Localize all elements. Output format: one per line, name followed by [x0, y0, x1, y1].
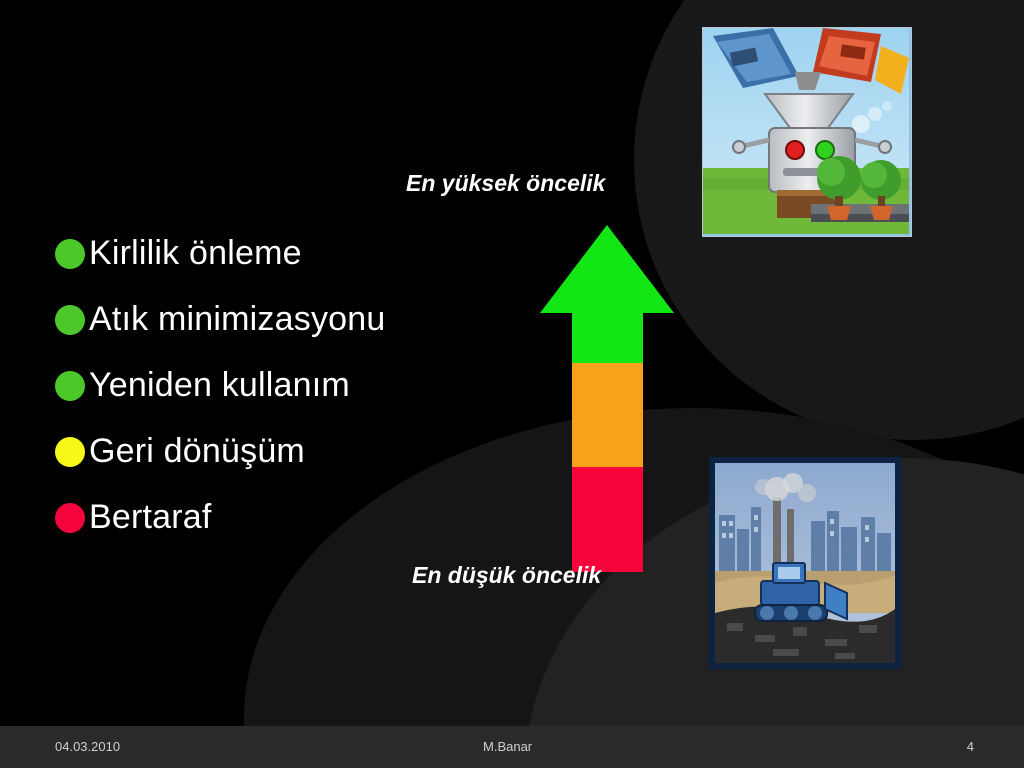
bullet-dot-icon: [55, 503, 85, 533]
bullet-dot-icon: [55, 437, 85, 467]
list-item: [55, 426, 525, 478]
bullet-dot-icon: [55, 305, 85, 335]
list-item: [55, 492, 525, 544]
arrow-segment-red: [572, 467, 643, 572]
arrow-segment-green: [572, 313, 643, 363]
footer-date: 04.03.2010: [55, 739, 121, 754]
landfill-bulldozer-image: [709, 457, 901, 669]
footer-page-number: 4: [966, 739, 974, 754]
arrow-head-icon: [540, 225, 674, 313]
slide-footer: [0, 726, 1024, 768]
bullet-list: [55, 228, 525, 558]
list-item: [55, 228, 525, 280]
bullet-label: Bertaraf: [89, 498, 212, 537]
list-item: [55, 294, 525, 346]
bullet-label: Yeniden kullanım: [89, 366, 350, 405]
recycling-machine-trees-image: [702, 27, 912, 237]
priority-arrow: [540, 225, 680, 560]
bullet-label: Atık minimizasyonu: [89, 300, 386, 339]
bullet-label: Kirlilik önleme: [89, 234, 302, 273]
arrow-segment-orange: [572, 363, 643, 467]
arrow-top-label: En yüksek öncelik: [406, 170, 606, 196]
arrow-bottom-label: En düşük öncelik: [412, 562, 602, 588]
bullet-dot-icon: [55, 239, 85, 269]
bullet-dot-icon: [55, 371, 85, 401]
list-item: [55, 360, 525, 412]
footer-author: M.Banar: [483, 739, 533, 754]
bullet-label: Geri dönüşüm: [89, 432, 305, 471]
